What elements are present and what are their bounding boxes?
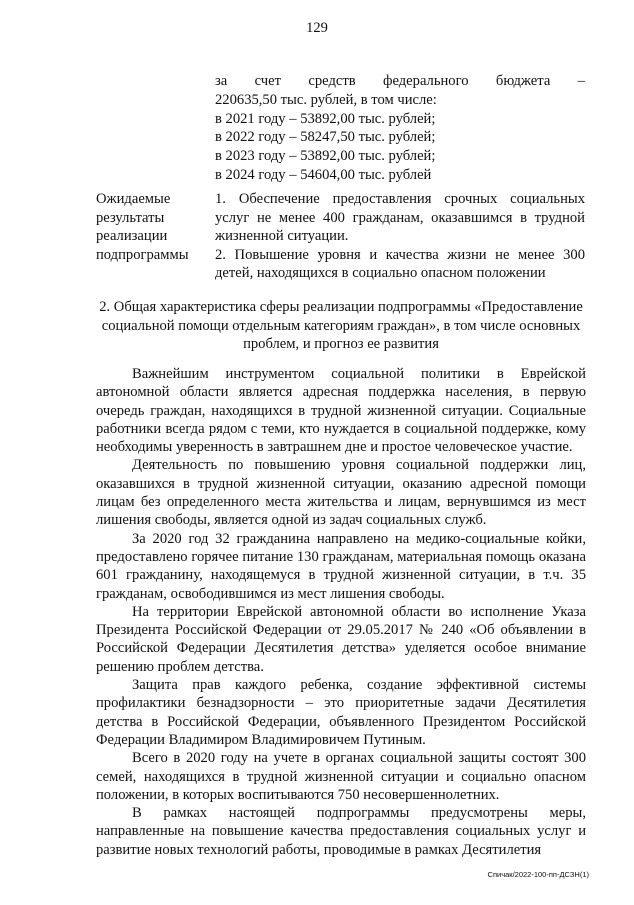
funding-line-total: 220635,50 тыс. рублей, в том числе: xyxy=(215,91,437,108)
paragraph: В рамках настоящей подпрограммы предусмотрены меры, направленные на повышение качества предоставления социальных услуг и развитие новых технологий работы, проводимые в рамках Десятилетия xyxy=(96,805,586,858)
paragraph: Важнейшим инструментом социальной политики в Еврейской автономной области является адресная поддержка населения, в первую очередь граждан, находящихся в трудной жизненной ситуации. Социальные работники всегда рядом с теми, кто нуждается в социальной поддержке, кому необходимы уверенность в завтрашнем дне и простое человеческое участие. xyxy=(96,366,586,456)
page-number: 129 xyxy=(306,20,328,36)
funding-block xyxy=(215,72,585,185)
funding-year-2021: в 2021 году – 53892,00 тыс. рублей; xyxy=(215,110,436,127)
paragraph: На территории Еврейской автономной области во исполнение Указа Президента Российской Федерации от 29.05.2017 № 240 «Об объявлении в Российской Федерации Десятилетия детства» уделяется особое внимание решению проблем детства. xyxy=(96,603,586,675)
expected-results-label: Ожидаемые результаты реализации подпрограммы xyxy=(96,191,189,263)
body-text xyxy=(96,365,586,859)
paragraph: За 2020 год 32 гражданина направлено на медико-социальные койки, предоставлено горячее питание 130 гражданам, материальная помощь оказана 601 гражданину, находящемуся в трудной жизненной ситуации, в т.ч. 35 гражданам, освободившимся из мест лишения свободы. xyxy=(96,530,586,602)
funding-line-federal-budget: за счет средств федерального бюджета – xyxy=(215,73,585,89)
expected-results-content xyxy=(215,190,585,283)
paragraph: Деятельность по повышению уровня социальной поддержки лиц, оказавшихся в трудной жизненной ситуации, оказанию адресной помощи лицам без определенного места жительства и лицам, вернувшимся из мест лишения свободы, является одной из задач социальных служб. xyxy=(96,457,586,529)
paragraph: Всего в 2020 году на учете в органах социальной защиты состоят 300 семей, находящихся в трудной жизненной ситуации и социально опасном положении, в которых воспитываются 750 несовершеннолетних. xyxy=(96,750,586,803)
funding-year-2022: в 2022 году – 58247,50 тыс. рублей; xyxy=(215,129,436,146)
funding-year-2024: в 2024 году – 54604,00 тыс. рублей xyxy=(215,166,432,183)
expected-result-item: 1. Обеспечение предоставления срочных социальных услуг не менее 400 гражданам, оказавшимся в трудной жизненной ситуации. xyxy=(215,191,585,244)
footer-document-code: Спичак/2022-100-пп-ДСЗН(1) xyxy=(487,870,589,879)
expected-result-item: 2. Повышение уровня и качества жизни не менее 300 детей, находящихся в социально опасном положении xyxy=(215,246,585,281)
paragraph: Защита прав каждого ребенка, создание эффективной системы профилактики безнадзорности – это приоритетные задачи Десятилетия детства в Российской Федерации, объявленного Президентом Российской Федерации Владимиром Владимировичем Путиным. xyxy=(96,677,586,748)
funding-year-2023: в 2023 году – 53892,00 тыс. рублей; xyxy=(215,148,436,165)
section-heading: 2. Общая характеристика сферы реализации подпрограммы «Предоставление социальной помощи отдельным категориям граждан», в том числе основных проблем, и прогноз ее развития xyxy=(99,299,583,352)
